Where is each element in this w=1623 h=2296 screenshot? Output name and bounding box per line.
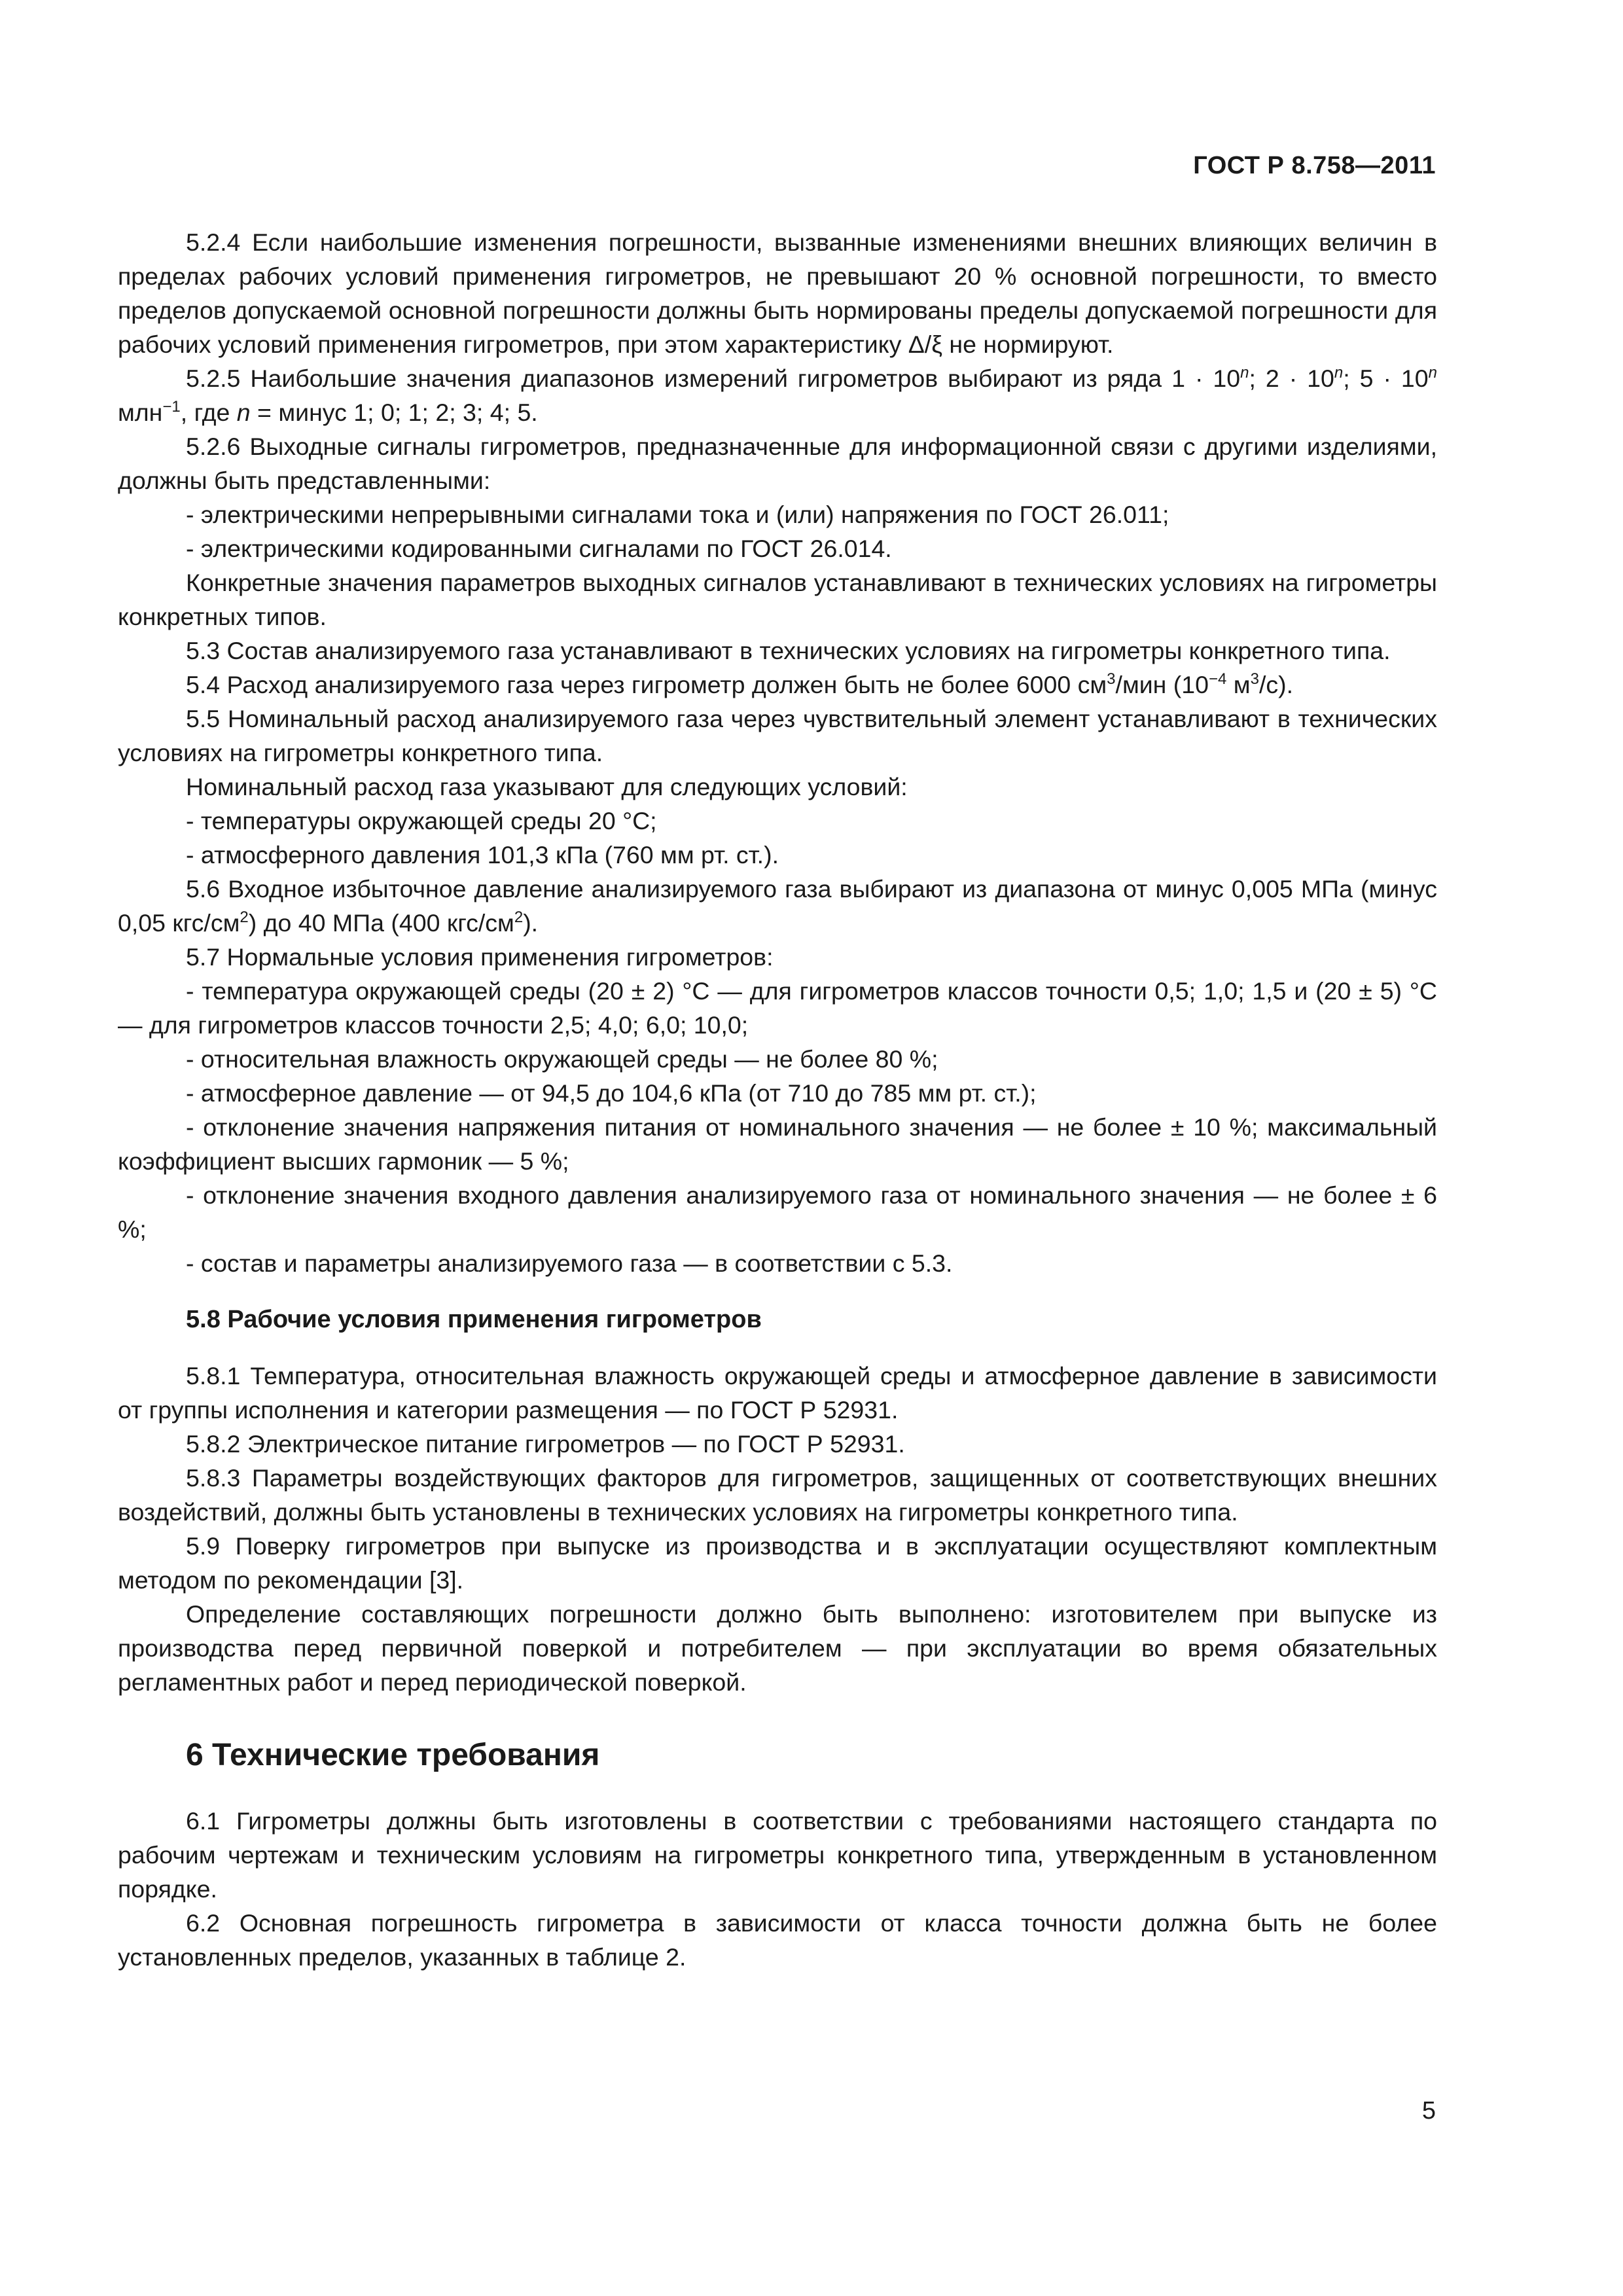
list-item: - электрическими кодированными сигналами по ГОСТ 26.014. [186,535,892,562]
document-header: ГОСТ Р 8.758—2011 [1193,152,1436,179]
list-item: - атмосферное давление — от 94,5 до 104,6 кПа (от 710 до 785 мм рт. ст.); [186,1079,1037,1107]
subsection-heading-5-8: 5.8 Рабочие условия применения гигрометров [186,1306,762,1333]
paragraph-5-9: 5.9 Поверку гигрометров при выпуске из производства и в эксплуатации осуществляют комплектным методом по рекомендации [3]. [118,1532,1437,1594]
paragraph-5-8-1: 5.8.1 Температура, относительная влажность окружающей среды и атмосферное давление в зависимости от группы исполнения и категории размещения — по ГОСТ Р 52931. [118,1362,1437,1424]
list-item: - относительная влажность окружающей среды — не более 80 %; [186,1045,938,1073]
paragraph-5-6: 5.6 Входное избыточное давление анализируемого газа выбирают из диапазона от минус 0,005 МПа (минус 0,05 кгс/$см^2$) до 40 МПа (400 кгс/$см^2$). [118,875,1437,937]
list-item: - электрическими непрерывными сигналами тока и (или) напряжения по ГОСТ 26.011; [186,501,1169,528]
paragraph-5-2-6: 5.2.6 Выходные сигналы гигрометров, предназначенные для информационной связи с другими изделиями, должны быть представленными: [118,433,1437,494]
paragraph-6-2: 6.2 Основная погрешность гигрометра в зависимости от класса точности должна быть не более установленных пределов, указанных в таблице 2. [118,1909,1437,1971]
section-heading-6: 6 Технические требования [186,1738,600,1772]
page-number: 5 [1421,2097,1436,2125]
list-item: - отклонение значения напряжения питания от номинального значения — не более ± 10 %; максимальный коэффициент высших гармоник — 5 %; [118,1113,1437,1175]
document-body [118,225,1437,1974]
paragraph-5-5: 5.5 Номинальный расход анализируемого газа через чувствительный элемент устанавливают в технических условиях на гигрометры конкретного типа. [118,705,1437,766]
paragraph-5-2-5: 5.2.5 Наибольшие значения диапазонов измерений гигрометров выбирают из ряда $1 \cdot 10^n$; $2 \cdot 10^n$; $5 \cdot 10^n$ млн$^{-1}$, где n = минус 1; 0; 1; 2; 3; 4; 5. [118,364,1438,426]
paragraph-5-2-4: 5.2.4 Если наибольшие изменения погрешности, вызванные изменениями внешних влияющих величин в пределах рабочих условий применения гигрометров, не превышают 20 % основной погрешности, то вместо пределов допускаемой основной погрешности должны быть нормированы пределы допускаемой погрешности для рабочих условий применения гигрометров, при этом характеристику Δ/ξ не нормируют. [118,228,1437,358]
paragraph-5-7: 5.7 Нормальные условия применения гигрометров: [186,943,774,971]
paragraph-5-8-3: 5.8.3 Параметры воздействующих факторов для гигрометров, защищенных от соответствующих внешних воздействий, должны быть установлены в технических условиях на гигрометры конкретного типа. [118,1464,1437,1526]
list-item: - температуры окружающей среды 20 °С; [186,807,657,834]
list-item: - атмосферного давления 101,3 кПа (760 мм рт. ст.). [186,841,779,869]
paragraph-5-2-6-note: Конкретные значения параметров выходных сигналов устанавливают в технических условиях на гигрометры конкретных типов. [118,569,1437,630]
paragraph-5-5-note: Номинальный расход газа указывают для следующих условий: [186,773,908,800]
list-item: - состав и параметры анализируемого газа — в соответствии с 5.3. [186,1249,953,1277]
list-item: - отклонение значения входного давления анализируемого газа от номинального значения — не более ± 6 %; [118,1181,1437,1243]
list-item: - температура окружающей среды (20 ± 2) °С — для гигрометров классов точности 0,5; 1,0; 1,5 и (20 ± 5) °С — для гигрометров классов точности 2,5; 4,0; 6,0; 10,0; [118,977,1437,1039]
paragraph-5-8-2: 5.8.2 Электрическое питание гигрометров — по ГОСТ Р 52931. [186,1430,905,1458]
paragraph-5-9-note: Определение составляющих погрешности должно быть выполнено: изготовителем при выпуске из производства перед первичной поверкой и потребителем — при эксплуатации во время обязательных регламентных работ и перед периодической поверкой. [118,1600,1437,1696]
paragraph-5-3: 5.3 Состав анализируемого газа устанавливают в технических условиях на гигрометры конкретного типа. [186,637,1391,664]
paragraph-6-1: 6.1 Гигрометры должны быть изготовлены в соответствии с требованиями настоящего стандарта по рабочим чертежам и техническим условиям на гигрометры конкретного типа, утвержденным в установленном порядке. [118,1807,1437,1903]
paragraph-5-4: 5.4 Расход анализируемого газа через гигрометр должен быть не более 6000 $см^3$/мин ($10^{-4}$ $м^3/с$). [186,670,1294,698]
